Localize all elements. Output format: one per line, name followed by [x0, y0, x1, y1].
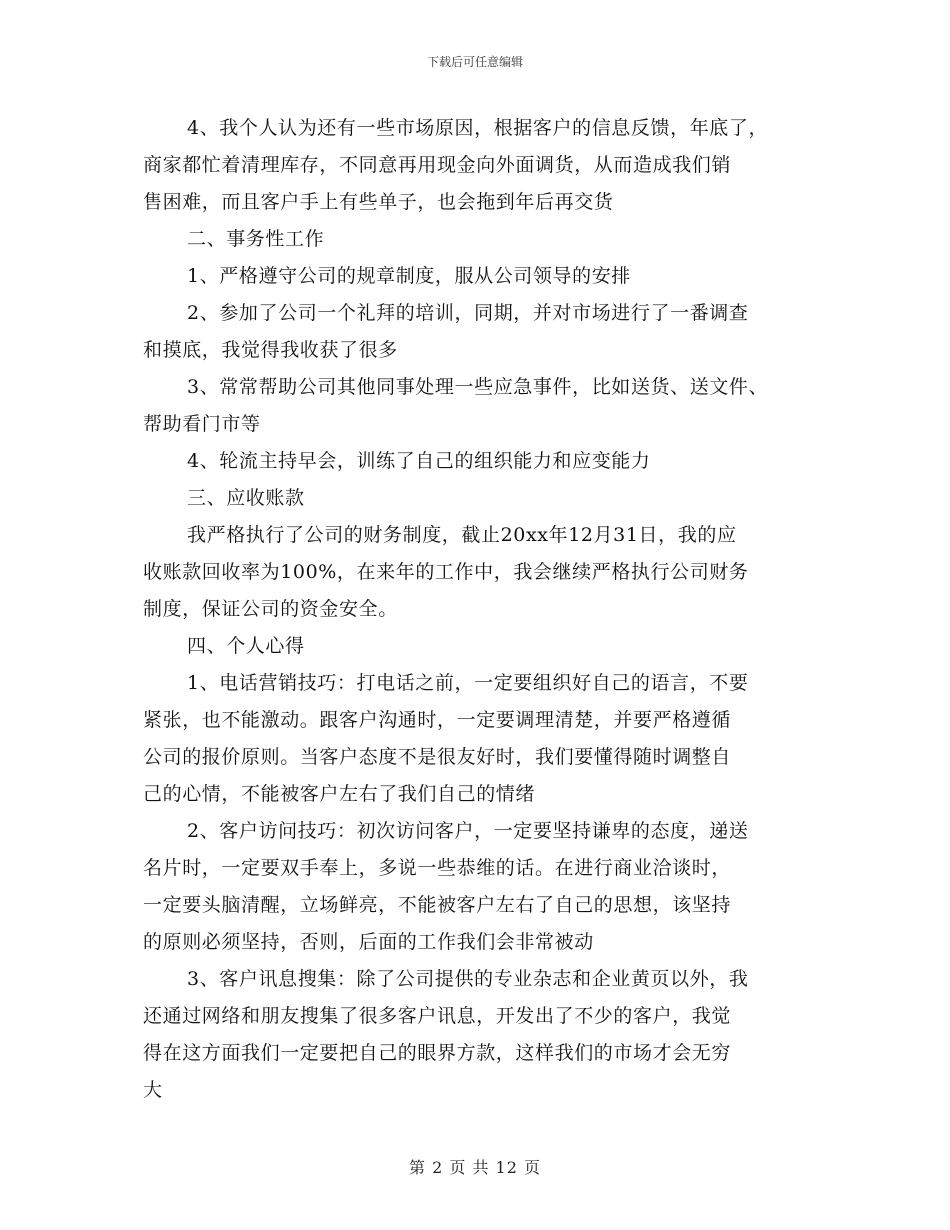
paragraph-line: 2、客户访问技巧：初次访问客户，一定要坚持谦卑的态度，递送: [187, 820, 749, 842]
paragraph-line: 紧张，也不能激动。跟客户沟通时，一定要调理清楚，并要严格遵循: [143, 709, 732, 731]
paragraph-line: 我严格执行了公司的财务制度，截止20xx年12月31日，我的应: [187, 524, 737, 546]
section-heading: 三、应收账款: [187, 487, 305, 509]
paragraph-line: 一定要头脑清醒，立场鲜亮，不能被客户左右了自己的思想，该坚持: [143, 894, 732, 916]
paragraph-line: 名片时，一定要双手奉上，多说一些恭维的话。在进行商业洽谈时，: [143, 857, 732, 879]
paragraph-line: 帮助看门市等: [143, 413, 261, 435]
paragraph-line: 制度，保证公司的资金安全。: [143, 598, 398, 620]
paragraph-line: 商家都忙着清理库存，不同意再用现金向外面调货，从而造成我们销: [143, 154, 732, 176]
paragraph-line: 和摸底，我觉得我收获了很多: [143, 339, 398, 361]
paragraph-line: 还通过网络和朋友搜集了很多客户讯息，开发出了不少的客户，我觉: [143, 1005, 732, 1027]
paragraph-line: 1、严格遵守公司的规章制度，服从公司领导的安排: [187, 265, 631, 287]
paragraph-line: 3、客户讯息搜集：除了公司提供的专业杂志和企业黄页以外，我: [187, 968, 749, 990]
header-note: 下载后可任意编辑: [426, 55, 523, 69]
paragraph-line: 售困难，而且客户手上有些单子，也会拖到年后再交货: [143, 191, 614, 213]
paragraph-line: 大: [143, 1079, 163, 1101]
page-number-footer: 第 2 页 共 12 页: [409, 1158, 541, 1177]
paragraph-line: 1、电话营销技巧：打电话之前，一定要组织好自己的语言，不要: [187, 672, 749, 694]
section-heading: 四、个人心得: [187, 635, 305, 657]
paragraph-line: 收账款回收率为100%，在来年的工作中，我会继续严格执行公司财务: [143, 561, 749, 583]
paragraph-line: 4、我个人认为还有一些市场原因，根据客户的信息反馈，年底了，: [187, 117, 769, 139]
paragraph-line: 2、参加了公司一个礼拜的培训，同期，并对市场进行了一番调查: [187, 302, 749, 324]
paragraph-line: 4、轮流主持早会，训练了自己的组织能力和应变能力: [187, 450, 651, 472]
paragraph-line: 得在这方面我们一定要把自己的眼界方款，这样我们的市场才会无穷: [143, 1042, 732, 1064]
section-heading: 二、事务性工作: [187, 228, 325, 250]
paragraph-line: 的原则必须坚持，否则，后面的工作我们会非常被动: [143, 931, 594, 953]
paragraph-line: 己的心情，不能被客户左右了我们自己的情绪: [143, 783, 536, 805]
paragraph-line: 公司的报价原则。当客户态度不是很友好时，我们要懂得随时调整自: [143, 746, 732, 768]
paragraph-line: 3、常常帮助公司其他同事处理一些应急事件，比如送货、送文件、: [187, 376, 769, 398]
